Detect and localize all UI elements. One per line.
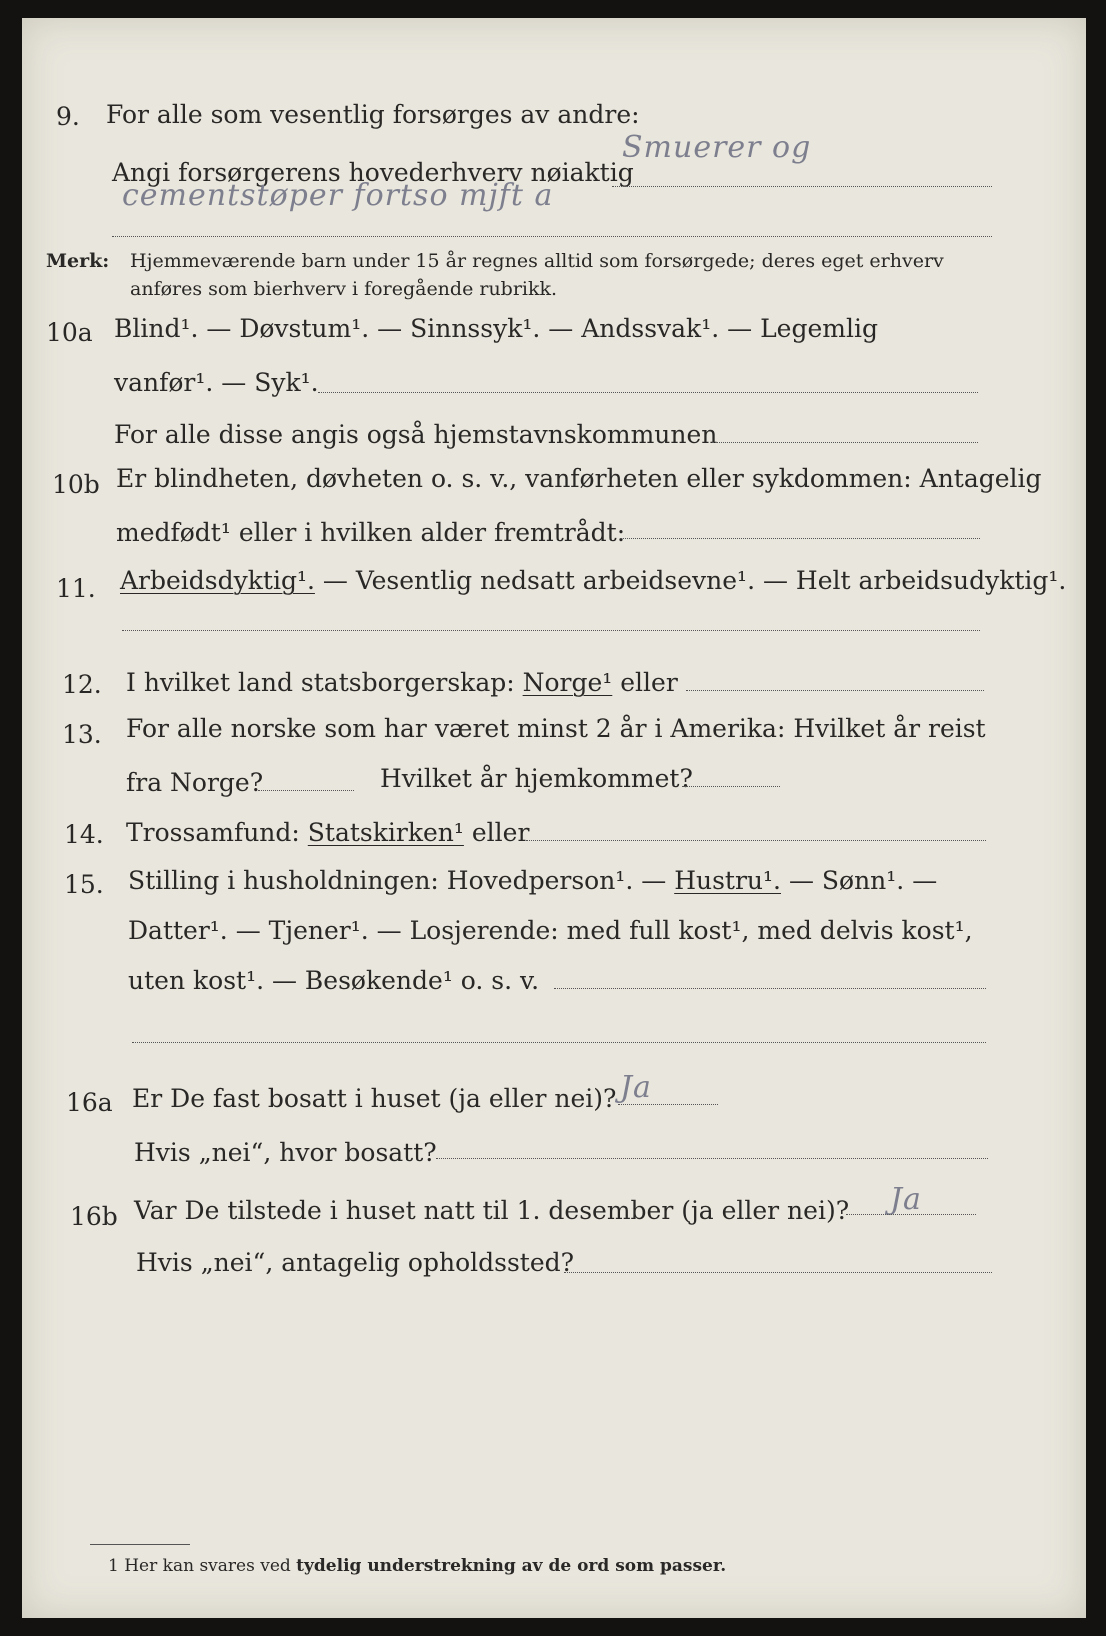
q11-number: 11.: [56, 574, 96, 603]
q16b-number: 16b: [70, 1202, 118, 1231]
q10b-line-1: Er blindheten, døvheten o. s. v., vanførheten eller sykdommen: Antagelig: [116, 464, 1042, 493]
q10a-line-3: For alle disse angis også hjemstavnskommunen: [114, 420, 718, 449]
q13-line-1: For alle norske som har været minst 2 år i Amerika: Hvilket år reist: [126, 714, 986, 743]
q12-underlined-option: Norge¹: [522, 668, 613, 697]
q13-reist-line: [258, 790, 354, 791]
q9-answer-line-1: [612, 186, 992, 187]
q15-underlined-option: Hustru¹.: [674, 866, 781, 895]
q15-answer-line-2: [132, 1042, 986, 1043]
q15-answer-line: [554, 988, 986, 989]
q14-underlined-option: Statskirken¹: [307, 818, 464, 847]
q12-line: [126, 668, 678, 697]
q10b-answer-line: [620, 538, 980, 539]
q16a-line-2: Hvis „nei“, hvor bosatt?: [134, 1138, 437, 1167]
q12-answer-line: [686, 690, 984, 691]
q16a-bosatt-line: [436, 1158, 988, 1159]
q11-underlined-option: Arbeidsdyktig¹.: [120, 566, 315, 595]
merk-text-1: Hjemmeværende barn under 15 år regnes alltid som forsørgede; deres eget erhverv: [130, 250, 944, 272]
q10b-number: 10b: [52, 470, 100, 499]
census-form-page: [22, 18, 1086, 1618]
q16b-line-1: Var De tilstede i huset natt til 1. desember (ja eller nei)?: [134, 1196, 850, 1225]
q10a-answer-line: [318, 392, 978, 393]
footnote-text-a: Her kan svares ved: [124, 1556, 291, 1576]
q15-number: 15.: [64, 870, 104, 899]
q15-line-1a: Stilling i husholdningen: Hovedperson¹. —: [128, 866, 667, 895]
q16b-handwritten-answer: Ja: [890, 1182, 922, 1217]
footnote-text-b: tydelig understrekning av de ord som passer.: [296, 1556, 727, 1576]
q13-hjemkommet-line: [682, 786, 780, 787]
q9-answer-line-2: [112, 236, 992, 237]
q10a-number: 10a: [46, 318, 93, 347]
footnote-rule: [90, 1544, 190, 1545]
q10a-line-2: vanfør¹. — Syk¹.: [114, 368, 319, 397]
q14-number: 14.: [64, 820, 104, 849]
q16b-answer-line: [846, 1214, 976, 1215]
q11-line: [120, 566, 1066, 595]
q9-prompt-text: Angi forsørgerens hovederhverv nøiaktig: [112, 158, 634, 187]
q15-line-2: Datter¹. — Tjener¹. — Losjerende: med full kost¹, med delvis kost¹,: [128, 916, 973, 945]
q16b-line-2: Hvis „nei“, antagelig opholdssted?: [136, 1248, 575, 1277]
q14-prompt: Trossamfund:: [126, 818, 300, 847]
q16a-answer-line: [618, 1104, 718, 1105]
merk-label: Merk:: [46, 250, 110, 272]
q14-tail: eller: [471, 818, 530, 847]
q12-number: 12.: [62, 670, 102, 699]
q14-line: [126, 818, 529, 847]
q13-line-2b: Hvilket år hjemkommet?: [380, 764, 693, 793]
merk-text-2: anføres som bierhverv i foregående rubrikk.: [130, 278, 558, 300]
q10a-line-1: Blind¹. — Døvstum¹. — Sinnssyk¹. — Andssvak¹. — Legemlig: [114, 314, 878, 343]
q15-line-3: uten kost¹. — Besøkende¹ o. s. v.: [128, 966, 540, 995]
q9-heading: For alle som vesentlig forsørges av andre:: [106, 100, 640, 129]
q11-rest: — Vesentlig nedsatt arbeidsevne¹. — Helt arbeidsudyktig¹.: [322, 566, 1067, 595]
q9-handwritten-answer-1: Smuerer og: [622, 130, 812, 165]
q16b-opholdssted-line: [564, 1272, 992, 1273]
q9-number: 9.: [56, 102, 80, 131]
q12-tail: eller: [620, 668, 678, 697]
footnote: [108, 1556, 726, 1576]
q16a-line-1: Er De fast bosatt i huset (ja eller nei)?: [132, 1084, 617, 1113]
q16a-handwritten-answer: Ja: [620, 1070, 652, 1105]
q16a-number: 16a: [66, 1088, 113, 1117]
q14-answer-line: [526, 840, 986, 841]
q15-line-1: [128, 866, 937, 895]
footnote-mark: 1: [108, 1556, 119, 1576]
q12-prompt: I hvilket land statsborgerskap:: [126, 668, 515, 697]
q15-line-1c: — Sønn¹. —: [788, 866, 938, 895]
q10a-hjemstavn-line: [712, 442, 978, 443]
q10b-line-2: medfødt¹ eller i hvilken alder fremtrådt:: [116, 518, 626, 547]
q13-line-2a: fra Norge?: [126, 768, 264, 797]
q11-answer-line: [122, 630, 980, 631]
q13-number: 13.: [62, 720, 102, 749]
q9-handwritten-answer-2: cementstøper fortso mjft a: [122, 178, 554, 213]
